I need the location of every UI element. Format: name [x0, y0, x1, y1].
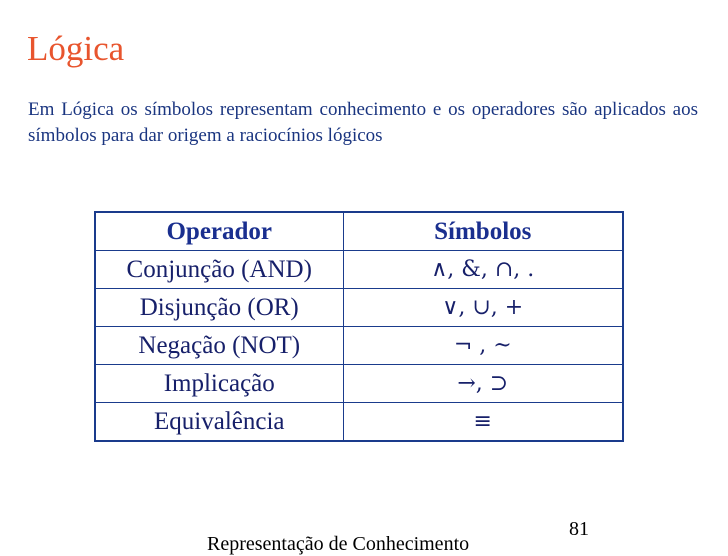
operator-cell: Equivalência — [95, 403, 343, 442]
table-row — [95, 251, 623, 289]
header-symbols: Símbolos — [343, 212, 623, 251]
slide-title: Lógica — [27, 29, 125, 68]
header-operator: Operador — [95, 212, 343, 251]
operator-table — [94, 211, 624, 442]
table-row — [95, 403, 623, 442]
symbols-cell: ∨, ∪, + — [343, 289, 623, 327]
symbols-cell: ≡ — [343, 403, 623, 442]
footer-title: Representação de Conhecimento — [207, 533, 470, 555]
symbols-cell: ¬ , ~ — [343, 327, 623, 365]
operator-cell: Disjunção (OR) — [95, 289, 343, 327]
operator-cell: Conjunção (AND) — [95, 251, 343, 289]
symbols-cell: ∧, &, ∩, . — [343, 251, 623, 289]
operator-cell: Implicação — [95, 365, 343, 403]
intro-paragraph: Em Lógica os símbolos representam conhecimento e os operadores são aplicados aos símbolos para dar origem a raciocínios lógicos — [28, 99, 698, 146]
table-row — [95, 289, 623, 327]
symbols-cell: →, ⊃ — [343, 365, 623, 403]
operator-cell: Negação (NOT) — [95, 327, 343, 365]
table-row — [95, 327, 623, 365]
table-header-row — [95, 212, 623, 251]
table-row — [95, 365, 623, 403]
page-number: 81 — [569, 518, 589, 540]
